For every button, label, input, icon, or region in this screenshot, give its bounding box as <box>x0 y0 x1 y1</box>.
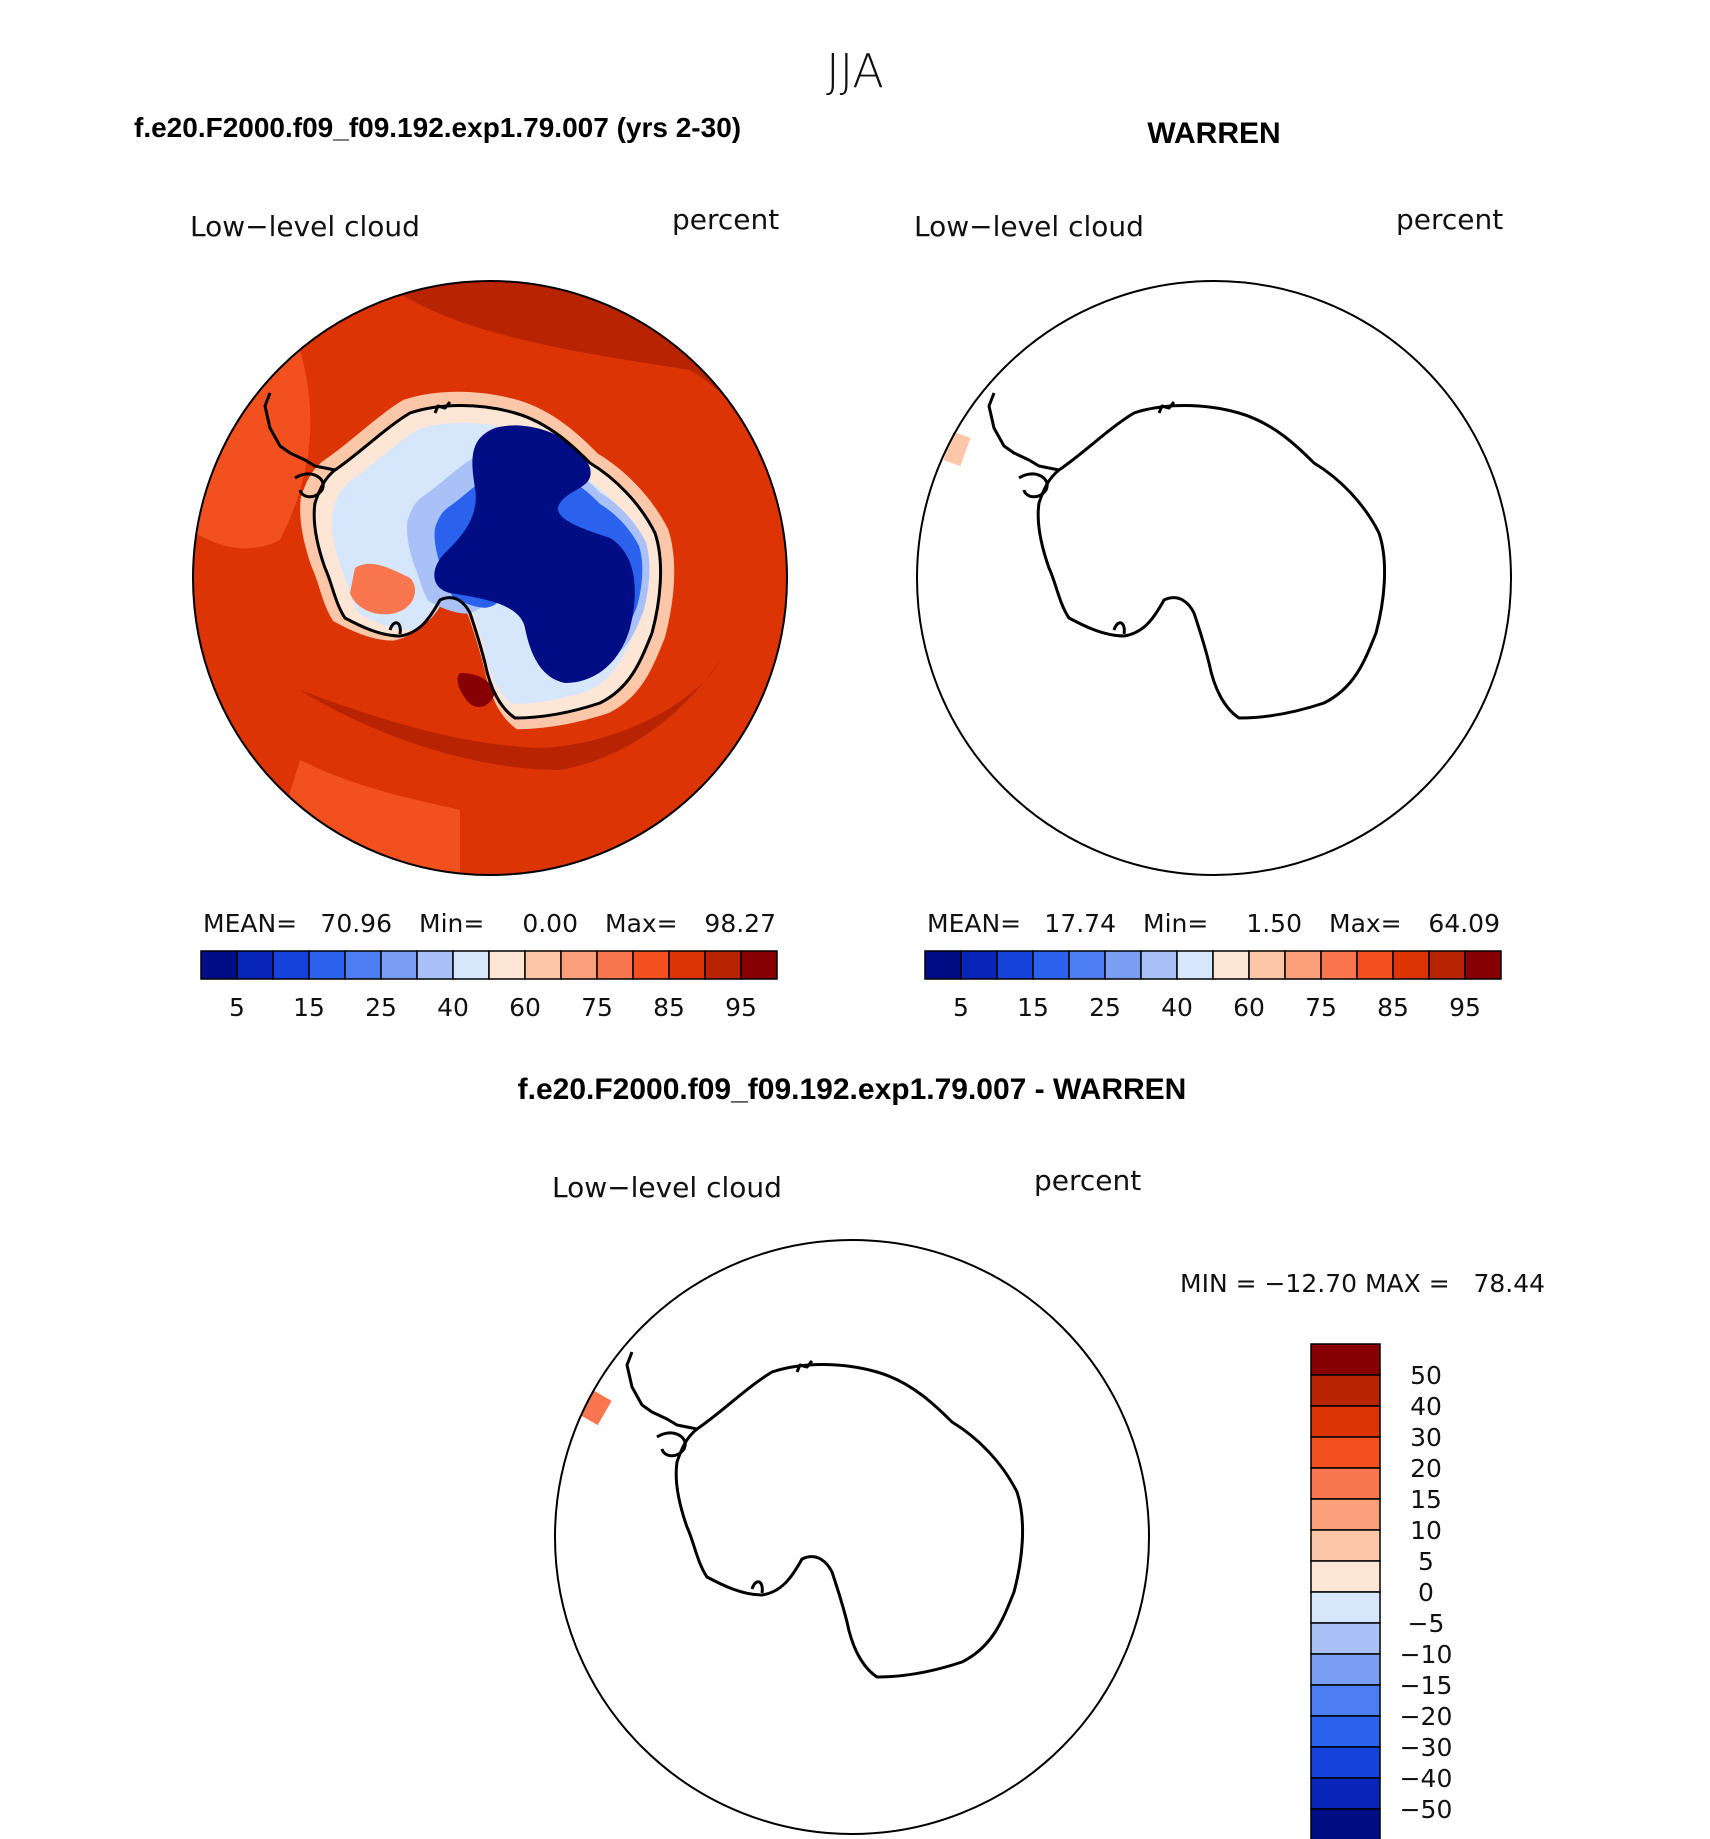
panel-1-title: f.e20.F2000.f09_f09.192.exp1.79.007 (yrs 2-30) <box>134 112 742 143</box>
panel-2-colorbar-swatch <box>1105 951 1141 979</box>
panel-1-mean-label: MEAN= <box>203 909 298 938</box>
panel-1-colorbar-tick-label: 85 <box>653 993 685 1022</box>
figure-title: JJA <box>826 44 884 98</box>
panel-2-map <box>943 393 1384 718</box>
panel-3-colorbar-swatch <box>1311 1809 1380 1839</box>
panel-3-colorbar-swatch <box>1311 1747 1380 1778</box>
panel-1-colorbar-swatch <box>453 951 489 979</box>
panel-2-colorbar-swatch <box>1393 951 1429 979</box>
panel-2-colorbar-swatch <box>1177 951 1213 979</box>
panel-2-stats <box>927 909 1500 938</box>
panel-1-stats <box>203 909 776 938</box>
panel-3-colorbar <box>1311 1344 1452 1839</box>
panel-3-colorbar-swatch <box>1311 1468 1380 1499</box>
panel-3-colorbar-swatch <box>1311 1530 1380 1561</box>
panel-1-colorbar-tick-label: 60 <box>509 993 541 1022</box>
panel-2-colorbar-tick-label: 95 <box>1449 993 1481 1022</box>
panel-3-colorbar-tick-label: −15 <box>1399 1671 1453 1700</box>
panel-3-map <box>580 1352 1022 1677</box>
panel-2-colorbar-tick-label: 40 <box>1161 993 1193 1022</box>
panel-3-colorbar-tick-label: −30 <box>1399 1733 1453 1762</box>
panel-2 <box>914 117 1511 1022</box>
panel-1-colorbar-swatch <box>669 951 705 979</box>
panel-2-colorbar-swatch <box>1249 951 1285 979</box>
panel-1-colorbar-swatch <box>561 951 597 979</box>
panel-3-colorbar-swatch <box>1311 1716 1380 1747</box>
panel-3-colorbar-tick-label: −20 <box>1399 1702 1453 1731</box>
panel-2-colorbar-swatch <box>961 951 997 979</box>
panel-2-colorbar-tick-label: 15 <box>1017 993 1049 1022</box>
panel-3-colorbar-swatch <box>1311 1654 1380 1685</box>
panel-2-colorbar-swatch <box>1213 951 1249 979</box>
panel-1-colorbar-tick-label: 25 <box>365 993 397 1022</box>
panel-3 <box>518 1073 1545 1839</box>
panel-3-colorbar-swatch <box>1311 1499 1380 1530</box>
panel-1-colorbar-swatch <box>417 951 453 979</box>
panel-3-colorbar-tick-label: 15 <box>1410 1485 1442 1514</box>
panel-1-colorbar-swatch <box>381 951 417 979</box>
panel-3-colorbar-tick-label: −40 <box>1399 1764 1453 1793</box>
panel-1-colorbar-swatch <box>705 951 741 979</box>
panel-1-colorbar-tick-label: 95 <box>725 993 757 1022</box>
panel-1-colorbar-tick-label: 40 <box>437 993 469 1022</box>
panel-3-colorbar-tick-label: −5 <box>1407 1609 1445 1638</box>
panel-3-colorbar-swatch <box>1311 1778 1380 1809</box>
panel-1-max-value: 98.27 <box>704 909 776 938</box>
panel-3-title: f.e20.F2000.f09_f09.192.exp1.79.007 - WARREN <box>517 1073 1187 1106</box>
panel-1-variable: Low−level cloud <box>190 210 420 243</box>
panel-1-colorbar-tick-label: 75 <box>581 993 613 1022</box>
panel-1-colorbar-swatch <box>201 951 237 979</box>
panel-3-colorbar-tick-label: −10 <box>1399 1640 1453 1669</box>
panel-1-min-value: 0.00 <box>522 909 578 938</box>
panel-3-colorbar-tick-label: 20 <box>1410 1454 1442 1483</box>
panel-3-colorbar-tick-label: 10 <box>1410 1516 1442 1545</box>
panel-1-mean-value: 70.96 <box>320 909 392 938</box>
panel-1-colorbar-swatch <box>489 951 525 979</box>
panel-2-variable: Low−level cloud <box>914 210 1144 243</box>
panel-1 <box>134 112 800 1022</box>
panel-3-colorbar-swatch <box>1311 1375 1380 1406</box>
panel-2-colorbar-swatch <box>925 951 961 979</box>
panel-1-colorbar-tick-label: 15 <box>293 993 325 1022</box>
panel-1-colorbar-swatch <box>273 951 309 979</box>
panel-1-map <box>180 270 800 890</box>
panel-3-colorbar-tick-label: 50 <box>1410 1361 1442 1390</box>
panel-2-units: percent <box>1396 203 1504 236</box>
panel-1-colorbar-swatch <box>741 951 777 979</box>
panel-1-max-label: Max= <box>605 909 678 938</box>
panel-2-colorbar-tick-label: 75 <box>1305 993 1337 1022</box>
panel-2-min-label: Min= <box>1143 909 1209 938</box>
panel-3-colorbar-swatch <box>1311 1561 1380 1592</box>
panel-2-colorbar-swatch <box>1033 951 1069 979</box>
panel-3-colorbar-tick-label: 30 <box>1410 1423 1442 1452</box>
panel-2-colorbar-swatch <box>1321 951 1357 979</box>
panel-3-colorbar-tick-label: 5 <box>1418 1547 1434 1576</box>
panel-3-colorbar-swatch <box>1311 1592 1380 1623</box>
panel-2-colorbar-tick-label: 60 <box>1233 993 1265 1022</box>
panel-2-max-value: 64.09 <box>1428 909 1500 938</box>
panel-2-colorbar <box>925 951 1501 1022</box>
panel-1-colorbar-swatch <box>345 951 381 979</box>
panel-1-colorbar-swatch <box>633 951 669 979</box>
panel-2-colorbar-swatch <box>1429 951 1465 979</box>
panel-1-colorbar <box>201 951 777 1022</box>
panel-2-colorbar-tick-label: 85 <box>1377 993 1409 1022</box>
panel-2-title: WARREN <box>1147 117 1281 150</box>
panel-3-colorbar-tick-label: −50 <box>1399 1795 1453 1824</box>
panel-3-colorbar-swatch <box>1311 1623 1380 1654</box>
panel-2-colorbar-swatch <box>1069 951 1105 979</box>
panel-3-stats: MIN = −12.70 MAX = 78.44 <box>1180 1269 1546 1298</box>
panel-3-colorbar-swatch <box>1311 1344 1380 1375</box>
panel-1-min-label: Min= <box>419 909 485 938</box>
panel-2-min-value: 1.50 <box>1246 909 1302 938</box>
panel-2-colorbar-swatch <box>1357 951 1393 979</box>
panel-3-colorbar-tick-label: 40 <box>1410 1392 1442 1421</box>
panel-3-colorbar-swatch <box>1311 1406 1380 1437</box>
panel-2-border <box>917 281 1511 875</box>
panel-1-colorbar-swatch <box>309 951 345 979</box>
panel-2-max-label: Max= <box>1329 909 1402 938</box>
panel-2-colorbar-swatch <box>1141 951 1177 979</box>
panel-2-colorbar-tick-label: 25 <box>1089 993 1121 1022</box>
panel-2-mean-value: 17.74 <box>1044 909 1116 938</box>
panel-2-colorbar-tick-label: 5 <box>953 993 969 1022</box>
panel-2-colorbar-swatch <box>1465 951 1501 979</box>
panel-1-colorbar-tick-label: 5 <box>229 993 245 1022</box>
panel-3-colorbar-tick-label: 0 <box>1418 1578 1434 1607</box>
panel-1-colorbar-swatch <box>237 951 273 979</box>
panel-3-units: percent <box>1034 1164 1142 1197</box>
panel-1-units: percent <box>672 203 780 236</box>
panel-2-colorbar-swatch <box>1285 951 1321 979</box>
panel-2-colorbar-swatch <box>997 951 1033 979</box>
panel-1-colorbar-swatch <box>597 951 633 979</box>
panel-1-colorbar-swatch <box>525 951 561 979</box>
panel-3-border <box>555 1240 1149 1834</box>
panel-3-variable: Low−level cloud <box>552 1171 782 1204</box>
panel-3-colorbar-swatch <box>1311 1685 1380 1716</box>
panel-2-mean-label: MEAN= <box>927 909 1022 938</box>
panel-3-colorbar-swatch <box>1311 1437 1380 1468</box>
